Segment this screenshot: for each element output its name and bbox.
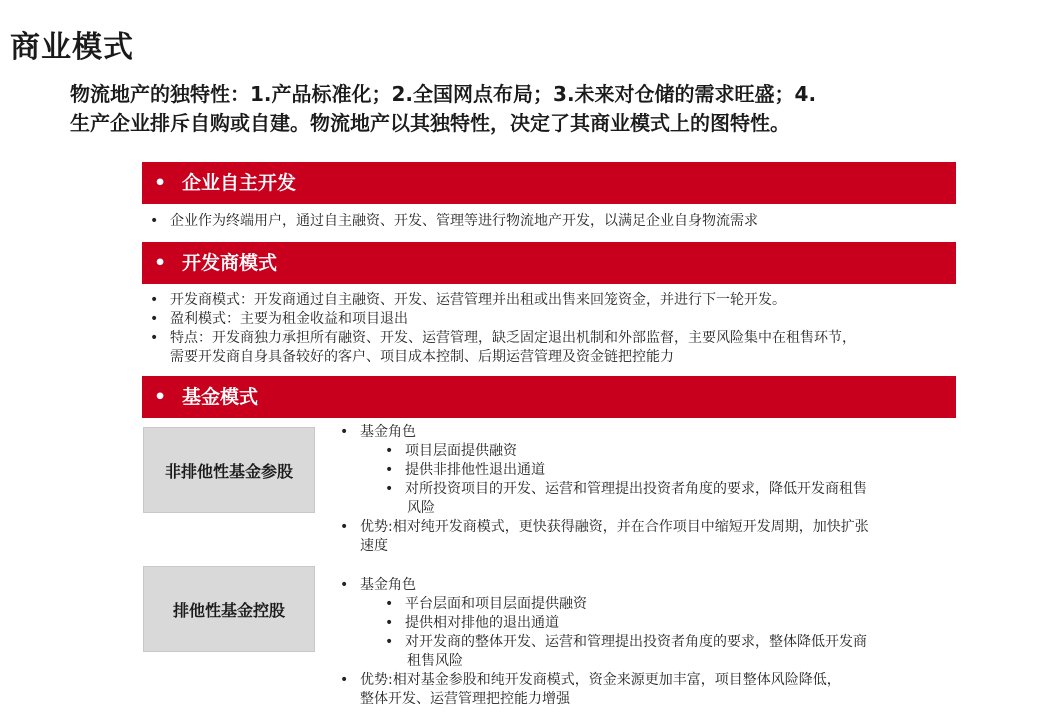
list-item-text: 提供非排他性退出通道 <box>405 462 545 478</box>
list-item-continuation: 租售风险 <box>407 653 463 669</box>
list-item <box>150 329 956 348</box>
list-item <box>340 576 956 595</box>
non-exclusive-content <box>340 423 956 556</box>
list-item-continuation: 速度 <box>360 538 388 554</box>
list-item-text: 对开发商的整体开发、运营和管理提出投资者角度的要求，整体降低开发商 <box>405 634 867 650</box>
bullet-icon: • <box>340 577 349 593</box>
bullet-icon: • <box>385 443 394 459</box>
fund-type-label: 排他性基金控股 <box>172 600 285 620</box>
bullet-icon: • <box>340 672 349 688</box>
bullet-icon: • <box>385 462 394 478</box>
section-header-label: 开发商模式 <box>182 252 278 274</box>
exclusive-content <box>340 576 956 709</box>
list-item <box>150 291 956 310</box>
fund-type-label: 非排他性基金参股 <box>164 461 293 481</box>
list-item-text: 优势:相对纯开发商模式，更快获得融资，并在合作项目中缩短开发周期，加快扩张 <box>360 519 869 535</box>
bullet-icon: • <box>154 172 167 194</box>
page-title: 商业模式 <box>10 30 134 65</box>
bullet-icon: • <box>340 519 349 535</box>
section-header-fund <box>142 376 956 418</box>
list-item-text: 开发商模式：开发商通过自主融资、开发、运营管理并出租或出售来回笼资金，并进行下一轮开发。 <box>170 292 786 308</box>
bullet-icon: • <box>385 481 394 497</box>
bullet-icon: • <box>385 615 394 631</box>
section-header-label: 企业自主开发 <box>182 172 297 194</box>
intro-text <box>70 80 970 138</box>
bullet-icon: • <box>385 634 394 650</box>
bullet-icon: • <box>150 311 159 327</box>
list-item-continuation: 整体开发、运营管理把控能力增强 <box>360 691 570 707</box>
list-item <box>340 423 956 442</box>
bullet-icon: • <box>385 596 394 612</box>
fund-type-box-exclusive <box>143 566 315 652</box>
list-item-text: 基金角色 <box>360 577 416 593</box>
bullet-icon: • <box>150 330 159 346</box>
list-item-text: 提供相对排他的退出通道 <box>405 615 559 631</box>
list-item <box>340 671 956 690</box>
list-item <box>340 518 956 537</box>
list-item-text: 特点：开发商独力承担所有融资、开发、运营管理，缺乏固定退出机制和外部监督，主要风险集中在租售环节， <box>170 330 856 346</box>
list-item-text: 平台层面和项目层面提供融资 <box>405 596 587 612</box>
list-item-continuation: 需要开发商自身具备较好的客户、项目成本控制、后期运营管理及资金链把控能力 <box>170 349 674 365</box>
list-item-text: 盈利模式：主要为租金收益和项目退出 <box>170 311 408 327</box>
bullet-icon: • <box>154 252 167 274</box>
bullet-icon: • <box>340 424 349 440</box>
sub-list-item <box>340 595 956 614</box>
sub-list-item <box>340 461 956 480</box>
bullet-icon: • <box>154 386 167 408</box>
sub-list-item <box>340 633 956 652</box>
intro-line-2: 生产企业排斥自购或自建。物流地产以其独特性，决定了其商业模式上的图特性。 <box>70 111 790 135</box>
section-header-self-dev <box>142 162 956 204</box>
section-header-developer <box>142 242 956 284</box>
list-item-text: 优势:相对基金参股和纯开发商模式，资金来源更加丰富，项目整体风险降低， <box>360 672 841 688</box>
section-header-label: 基金模式 <box>182 386 259 408</box>
list-item-text: 项目层面提供融资 <box>405 443 517 459</box>
sub-list-item <box>340 614 956 633</box>
list-item <box>150 212 956 231</box>
fund-type-box-non-exclusive <box>143 427 315 513</box>
list-item <box>150 310 956 329</box>
list-item-continuation: 风险 <box>407 500 435 516</box>
sub-list-item <box>340 442 956 461</box>
developer-content <box>150 291 956 367</box>
list-item-text: 企业作为终端用户，通过自主融资、开发、管理等进行物流地产开发，以满足企业自身物流需求 <box>170 213 758 229</box>
list-item-text: 对所投资项目的开发、运营和管理提出投资者角度的要求，降低开发商租售 <box>405 481 867 497</box>
list-item-text: 基金角色 <box>360 424 416 440</box>
sub-list-item <box>340 480 956 499</box>
self-dev-content <box>150 212 956 231</box>
bullet-icon: • <box>150 213 159 229</box>
bullet-icon: • <box>150 292 159 308</box>
intro-line-1: 物流地产的独特性：1.产品标准化；2.全国网点布局；3.未来对仓储的需求旺盛；4. <box>70 82 817 106</box>
